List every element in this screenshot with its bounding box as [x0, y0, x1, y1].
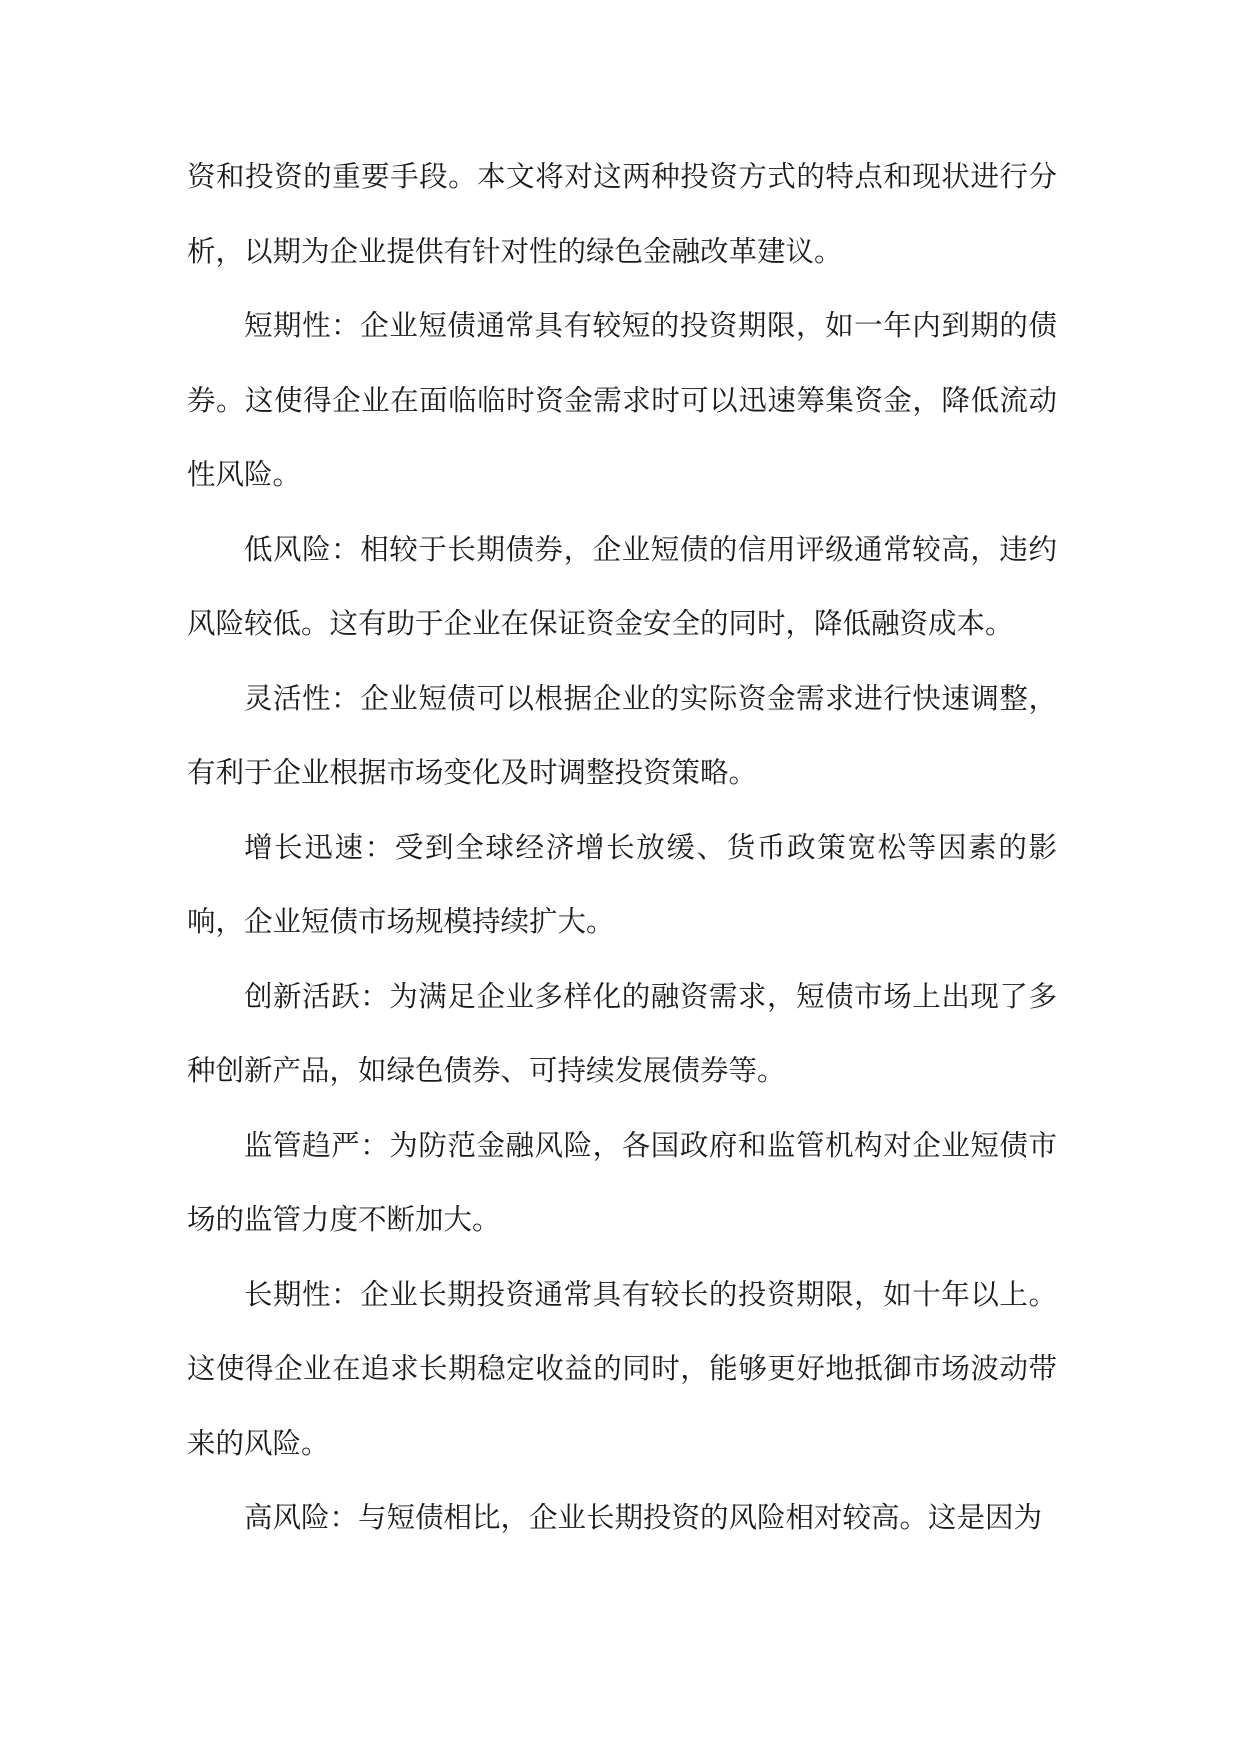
paragraph-rapid-growth: 增长迅速：受到全球经济增长放缓、货币政策宽松等因素的影响，企业短债市场规模持续扩大。 — [187, 830, 1057, 938]
paragraph-stricter-regulation: 监管趋严：为防范金融风险，各国政府和监管机构对企业短债市场的监管力度不断加大。 — [187, 1128, 1057, 1236]
paragraph-short-term: 短期性：企业短债通常具有较短的投资期限，如一年内到期的债券。这使得企业在面临临时资金需求时可以迅速筹集资金，降低流动性风险。 — [187, 309, 1057, 491]
paragraph-low-risk: 低风险：相较于长期债券，企业短债的信用评级通常较高，违约风险较低。这有助于企业在保证资金安全的同时，降低融资成本。 — [187, 532, 1057, 640]
document-body — [187, 140, 1057, 1556]
paragraph-long-term: 长期性：企业长期投资通常具有较长的投资期限，如十年以上。这使得企业在追求长期稳定收益的同时，能够更好地抵御市场波动带来的风险。 — [187, 1277, 1057, 1460]
paragraph-high-risk: 高风险：与短债相比，企业长期投资的风险相对较高。这是因为 — [244, 1501, 1043, 1534]
paragraph-active-innovation: 创新活跃：为满足企业多样化的融资需求，短债市场上出现了多种创新产品，如绿色债券、可持续发展债券等。 — [187, 979, 1057, 1087]
paragraph-continuation: 资和投资的重要手段。本文将对这两种投资方式的特点和现状进行分析，以期为企业提供有针对性的绿色金融改革建议。 — [187, 160, 1057, 268]
paragraph-flexibility: 灵活性：企业短债可以根据企业的实际资金需求进行快速调整，有利于企业根据市场变化及时调整投资策略。 — [187, 681, 1057, 789]
